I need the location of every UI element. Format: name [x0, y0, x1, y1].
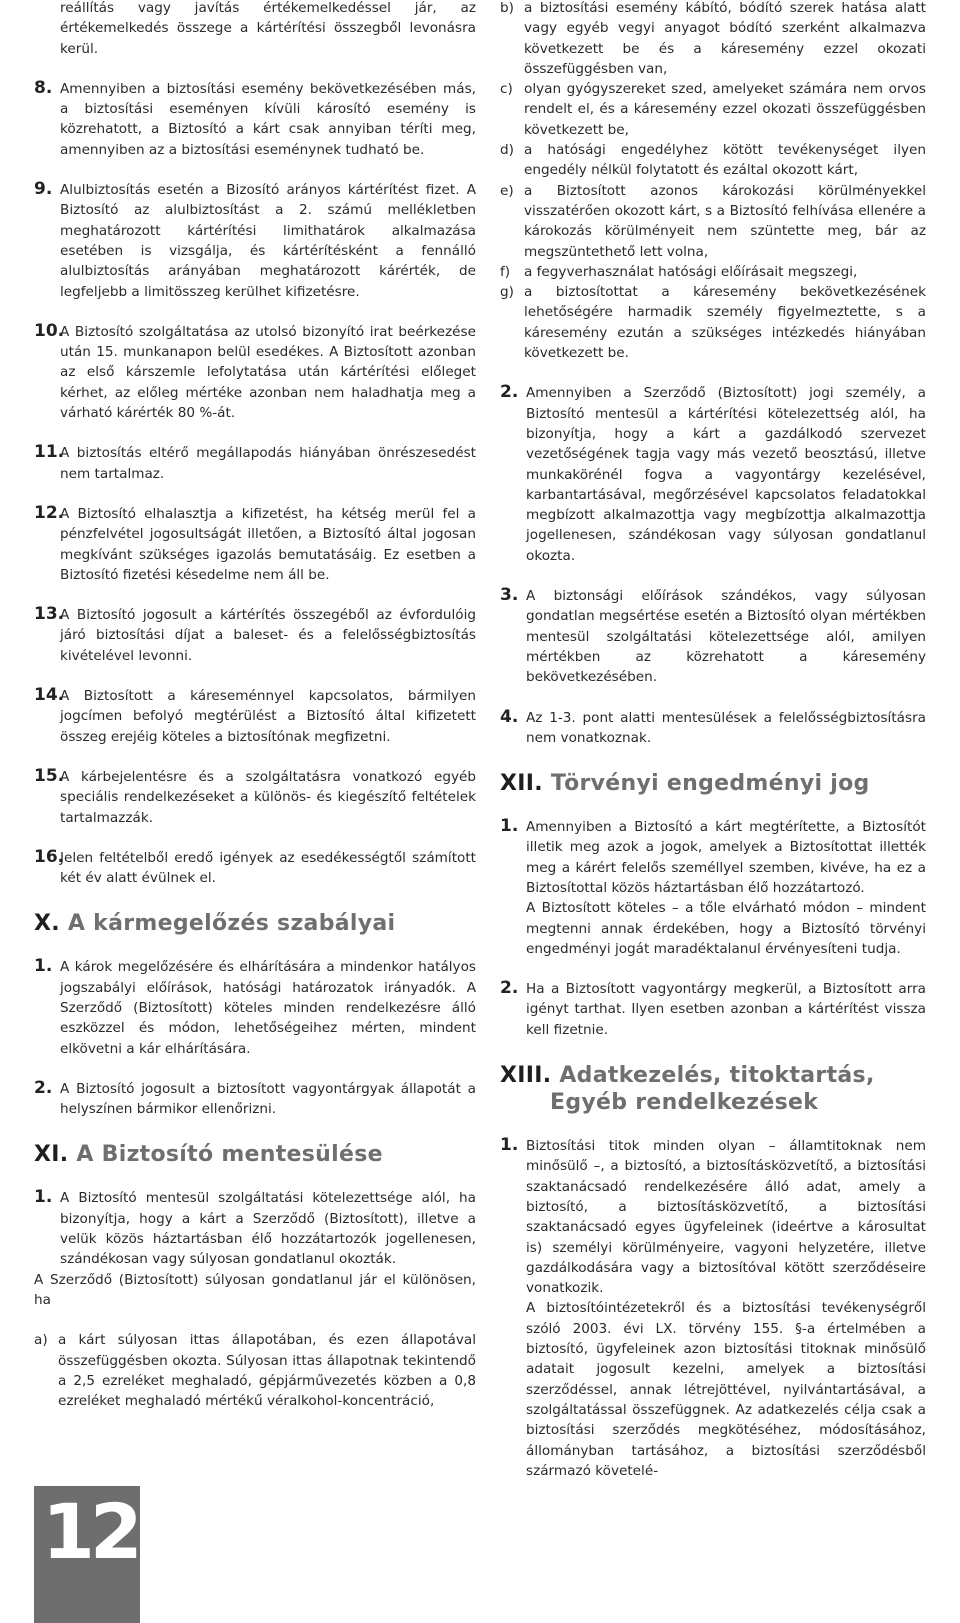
- intro-paragraph: reállítás vagy javítás értékemelkedéssel jár, az értékemelkedés összege a kártérítési összegből levonásra kerül.: [60, 0, 476, 57]
- condition-letter: c): [500, 81, 513, 98]
- condition-text: olyan gyógyszereket szed, amelyeket számára nem orvos rendelt el, és a káresemény ezzel okozati összefüggésben következett be,: [524, 81, 926, 138]
- clause-text-continued: A biztosítóintézetekről és a biztosítási tevékenységről szóló 2003. évi LX. törvény 155. §-a értelmében a biztosító, ügyfeleinek azon biztosítási titoknak minősülő adatait jogosult kezelni, amelyek a biztosítási szerződéssel, annak létrejöttével, nyilvántartásával, a szolgáltatással összefüggnek. Az adatkezelés célja csak a biztosítási szerződés megkötéséhez, módosításához, állományban tartásához, a biztosítási szerződésből származó követelé-: [526, 1300, 926, 1479]
- clause-number: 1.: [500, 1135, 519, 1156]
- condition-letter: d): [500, 142, 514, 159]
- section-title-line2: Egyéb rendelkezések: [550, 1090, 819, 1116]
- clause-15: [34, 767, 476, 828]
- clause-text: Az 1-3. pont alatti mentesülések a felelősségbiztosításra nem vonatkoznak.: [526, 709, 926, 746]
- condition-letter: e): [500, 182, 514, 199]
- section-heading-xiii: [500, 1062, 926, 1116]
- clause-text: Amennyiben a Szerződő (Biztosított) jogi személy, a Biztosító mentesül a kártérítési kötelezettség alól, ha bizonyítja, hogy a kárt a gazdálkodó szervezet vezetőségének tagja vagy más vezető beosztású, illetve munkakörénél fogva a vagyontárgy kezelésével, karbantartásával, megőrzésével kapcsolatos feladatokkal megbízott alkalmazottja vagy megbízottja alkalmazottja jogellenesen, szándékosan vagy súlyosan gondatlanul okozta.: [526, 385, 926, 564]
- clause-text: A biztosítás eltérő megállapodás hiányában önrészesedést nem tartalmaz.: [60, 445, 476, 482]
- section-title: Törvényi engedményi jog: [550, 771, 870, 797]
- section-number: XI.: [34, 1142, 69, 1168]
- condition-text: a Biztosított azonos károkozási körülményekkel visszatérően okozott kárt, s a Biztosító felhívása ellenére a károkozás körülményeit nem szüntette meg, bár az megszüntethető lett volna,: [524, 182, 926, 260]
- condition-text: a biztosítási esemény kábító, bódító szerek hatása alatt vagy egyéb vegyi anyagot bódító szerként alkalmazva következett be és a káresemény ezzel okozati összefüggésben van,: [524, 0, 926, 77]
- clause-text-continued: A Biztosított köteles – a tőle elvárható módon – mindent megtenni annak érdekében, hogy a Biztosító törvényi engedményi jogát maradéktalanul érvényesíteni tudja.: [526, 900, 926, 957]
- clause-text: A Biztosító mentesül szolgáltatási kötelezettsége alól, ha bizonyítja, hogy a kárt a Szerződő (Biztosított), illetve a velük közös háztartásban élő hozzátartozók jogellenesen, szándékosan vagy súlyosan gondatlanul okozták.: [60, 1190, 476, 1268]
- clause-x-2: [34, 1079, 476, 1120]
- clause-number: 1.: [34, 956, 53, 977]
- clause-number: 4.: [500, 706, 519, 727]
- right-column: [500, 0, 926, 1481]
- clause-13: [34, 605, 476, 666]
- condition-g: [500, 282, 926, 363]
- condition-letter: b): [500, 0, 514, 16]
- clause-number: 8.: [34, 77, 53, 98]
- clause-text: A Biztosító szolgáltatása az utolsó bizonyító irat beérkezése után 15. munkanapon belül esedékes. A Biztosított azonban az első kárszemle lefolytatása után kártérítési előleget kérhet, az előleg mértéke azonban nem haladhatja meg a várható kárérték 80 %-át.: [60, 323, 476, 422]
- clause-number: 11.: [34, 442, 65, 463]
- section-number: X.: [34, 911, 60, 937]
- clause-text: Jelen feltételből eredő igények az esedékességtől számított két év alatt évülnek el.: [60, 849, 476, 887]
- condition-text: a biztosítottat a káresemény bekövetkezésének lehetőségére harmadik személy figyelmeztette, s a káresemény ezután a szükséges intézkedés hiányában következett be.: [524, 284, 926, 362]
- condition-text: a hatósági engedélyhez kötött tevékenységet ilyen engedély nélkül folytatott és ezáltal okozott kárt,: [524, 142, 926, 179]
- condition-text: a kárt súlyosan ittas állapotában, és ezen állapotával összefüggésben okozta. Súlyosan ittas állapotnak tekintendő a 2,5 ezreléket meghaladó, gépjárművezetés közben a 0,8 ezreléket meghaladó mértékű véralkohol-koncentráció,: [58, 1332, 476, 1410]
- section-title-line1: Adatkezelés, titoktartás,: [559, 1063, 875, 1089]
- clause-number: 15.: [34, 765, 65, 786]
- clause-text: A biztonsági előírások szándékos, vagy súlyosan gondatlan megsértése esetén a Biztosító olyan mértékben mentesül szolgáltatási kötelezettsége alól, amilyen mértékben az közrehatott a káresemény bekövetkezésében.: [526, 588, 926, 686]
- gross-negligence-note: A Szerződő (Biztosított) súlyosan gondatlanul jár el különösen, ha: [34, 1271, 476, 1308]
- condition-b: [500, 0, 926, 79]
- clause-text: A Biztosító elhalasztja a kifizetést, ha kétség merül fel a pénzfelvétel jogosultságát illetően, a Biztosító által jogosan megkívánt szükséges igazolás bemutatásáig. Ez esetben a Biztosító fizetési késedelme nem áll be.: [60, 505, 476, 583]
- section-heading-x: [34, 910, 476, 937]
- page-number: 12: [42, 1487, 138, 1576]
- condition-a: [34, 1330, 476, 1411]
- clause-14: [34, 686, 476, 747]
- clause-xiii-1: [500, 1136, 926, 1481]
- clause-number: 16.: [34, 846, 65, 867]
- clause-12: [34, 504, 476, 585]
- clause-number: 10.: [34, 320, 65, 341]
- condition-c: [500, 79, 926, 140]
- clause-xi-1: [34, 1188, 476, 1269]
- clause-number: 12.: [34, 502, 65, 523]
- clause-x-1: [34, 957, 476, 1058]
- clause-11: [34, 443, 476, 484]
- clause-text: Amennyiben a Biztosító a kárt megtérítette, a Biztosítót illetik meg azok a jogok, amelyek a Biztosítottat illették meg a kárért felelős személlyel szemben, kivéve, ha ez a Biztosítottal közös háztartásban élő hozzátartozó.: [526, 819, 926, 896]
- clause-text: Alulbiztosítás esetén a Bizosító arányos kártérítést fizet. A Biztosító az alulbiztosítást a 2. számú mellékletben meghatározott kártérítési limithatárok alkalmazása esetében is vizsgálja, és kártérítésként a fennálló alulbiztosítás arányában meghatározott kárérték, de legfeljebb a limitösszeg kerülhet kifizetésre.: [60, 182, 476, 300]
- clause-number: 2.: [500, 978, 519, 999]
- clause-number: 9.: [34, 179, 53, 200]
- section-title: A Biztosító mentesülése: [76, 1142, 383, 1168]
- clause-xii-1: [500, 817, 926, 959]
- section-number: XII.: [500, 771, 543, 797]
- clause-xi-2: [500, 383, 926, 566]
- clause-text: Amennyiben a biztosítási esemény bekövetkezésében más, a biztosítási eseményen kívüli károsító esemény is közrehatott, a Biztosító a kárt csak annyiban téríti meg, amennyiben az a biztosítási eseménynek tudható be.: [60, 80, 476, 158]
- clause-text: A kárbejelentésre és a szolgáltatásra vonatkozó egyéb speciális rendelkezéseket a különös- és kiegészítő feltételek tartalmazzák.: [60, 768, 476, 826]
- clause-text: Ha a Biztosított vagyontárgy megkerül, a Biztosított arra igényt tarthat. Ilyen esetben azonban a kártérítést vissza kell fizetnie.: [526, 981, 926, 1038]
- clause-number: 2.: [34, 1077, 53, 1098]
- clause-number: 14.: [34, 685, 65, 706]
- condition-letter: g): [500, 284, 514, 301]
- condition-letter: f): [500, 263, 511, 280]
- clause-xii-2: [500, 979, 926, 1040]
- clause-number: 13.: [34, 604, 65, 625]
- left-column: [34, 0, 476, 1411]
- section-heading-xii: [500, 770, 926, 797]
- clause-number: 3.: [500, 585, 519, 606]
- clause-16: [34, 848, 476, 889]
- clause-8: [34, 79, 476, 160]
- clause-10: [34, 322, 476, 423]
- section-title: A kármegelőzés szabályai: [67, 911, 396, 937]
- clause-text: Biztosítási titok minden olyan – államtitoknak nem minősülő –, a biztosító, a biztosításközvetítő, a biztosítási szaktanácsadó rendelkezésére álló adat, amely a biztosító, a biztosításközvetítő, a biztosítási szaktanácsadó egyes ügyfeleinek (ideértve a károsultat is) személyi körülményeire, vagyoni helyzetére, illetve gazdálkodására vagy a biztosítóval kötött szerződéseire vonatkozik.: [526, 1138, 926, 1297]
- condition-d: [500, 140, 926, 181]
- clause-number: 2.: [500, 382, 519, 403]
- clause-text: A Biztosított a káreseménnyel kapcsolatos, bármilyen jogcímen befolyó megtérülést a Biztosító által kifizetett összeg erejéig köteles a biztosítónak megfizetni.: [60, 688, 476, 745]
- condition-letter: a): [34, 1332, 48, 1349]
- clause-text: A Biztosító jogosult a biztosított vagyontárgyak állapotát a helyszínen bármikor ellenőrizni.: [60, 1080, 476, 1118]
- clause-number: 1.: [500, 816, 519, 837]
- clause-xi-3: [500, 586, 926, 687]
- condition-e: [500, 181, 926, 262]
- clause-xi-4: [500, 708, 926, 749]
- section-number: XIII.: [500, 1063, 552, 1089]
- section-heading-xi: [34, 1141, 476, 1168]
- clause-9: [34, 180, 476, 302]
- condition-text: a fegyverhasználat hatósági előírásait megszegi,: [524, 263, 858, 280]
- condition-f: [500, 262, 926, 282]
- clause-number: 1.: [34, 1187, 53, 1208]
- clause-text: A Biztosító jogosult a kártérítés összegéből az évfordulóig járó biztosítási díjat a baleset- és a felelősségbiztosítás kivételével levonni.: [60, 607, 476, 664]
- clause-text: A károk megelőzésére és elhárítására a mindenkor hatályos jogszabályi előírások, hatósági határozatok irányadók. A Szerződő (Biztosított) köteles minden rendelkezésre álló eszközzel és módon, lehetőségeihez mérten, mindent elkövetni a kár elhárítására.: [60, 959, 476, 1057]
